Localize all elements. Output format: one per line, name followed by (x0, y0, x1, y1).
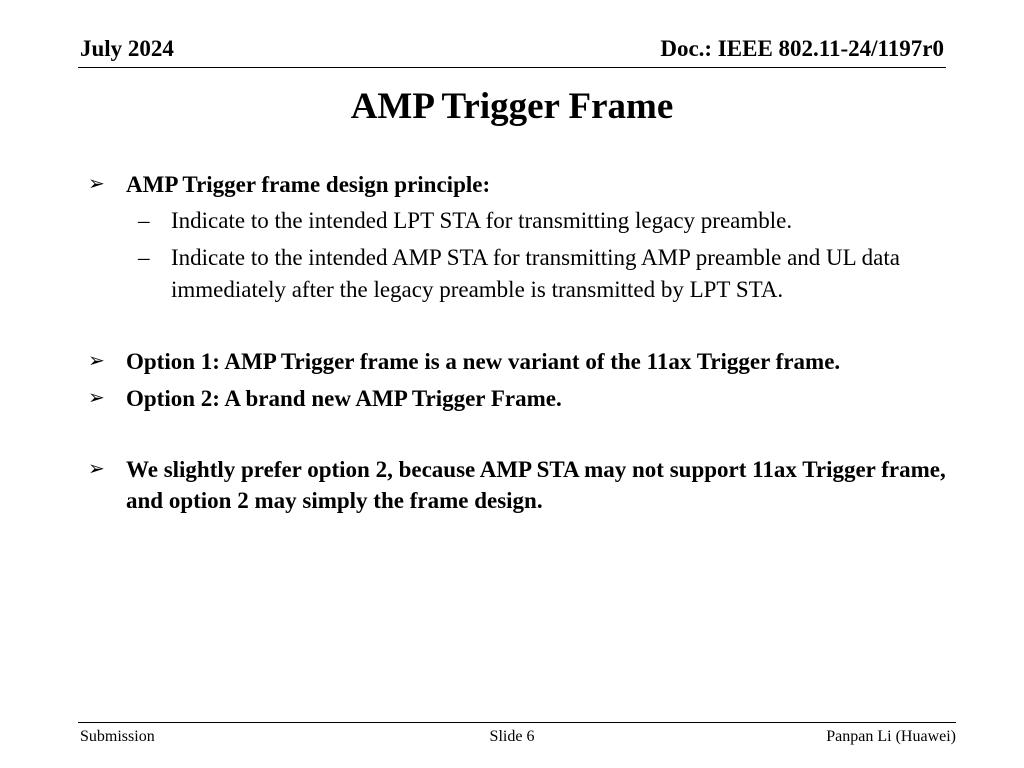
footer-submission: Submission (80, 728, 155, 745)
sub-bullet-lpt (138, 205, 948, 237)
bullet-option-1 (88, 346, 948, 377)
header-doc-id: Doc.: IEEE 802.11-24/1197r0 (660, 36, 944, 61)
bullet-arrow-icon: ➢ (88, 173, 105, 195)
dash-icon: – (138, 245, 150, 270)
footer-author: Panpan Li (Huawei) (826, 728, 956, 745)
slide-title: AMP Trigger Frame (350, 86, 674, 127)
header-divider (78, 67, 946, 68)
bullet-preference (88, 454, 948, 516)
bullet-text: AMP Trigger frame design principle: (126, 172, 491, 197)
bullet-text: We slightly prefer option 2, because AMP STA may not support 11ax Trigger frame, and option 2 may simply the frame design. (126, 457, 946, 513)
bullet-text: Option 1: AMP Trigger frame is a new variant of the 11ax Trigger frame. (126, 349, 841, 374)
dash-icon: – (138, 208, 150, 233)
sub-bullet-amp (138, 242, 948, 306)
header-date: July 2024 (80, 36, 174, 61)
sub-bullet-text: Indicate to the intended LPT STA for transmitting legacy preamble. (171, 208, 793, 233)
bullet-arrow-icon: ➢ (88, 350, 105, 372)
sub-bullet-text: Indicate to the intended AMP STA for transmitting AMP preamble and UL data immediately after the legacy preamble is transmitted by LPT STA. (171, 245, 900, 302)
bullet-text: Option 2: A brand new AMP Trigger Frame. (126, 386, 562, 411)
footer-divider (78, 722, 956, 723)
bullet-design-principle (88, 169, 948, 200)
bullet-arrow-icon: ➢ (88, 387, 105, 409)
bullet-option-2 (88, 383, 948, 414)
bullet-arrow-icon: ➢ (88, 458, 105, 480)
footer-slide-number: Slide 6 (489, 728, 535, 745)
